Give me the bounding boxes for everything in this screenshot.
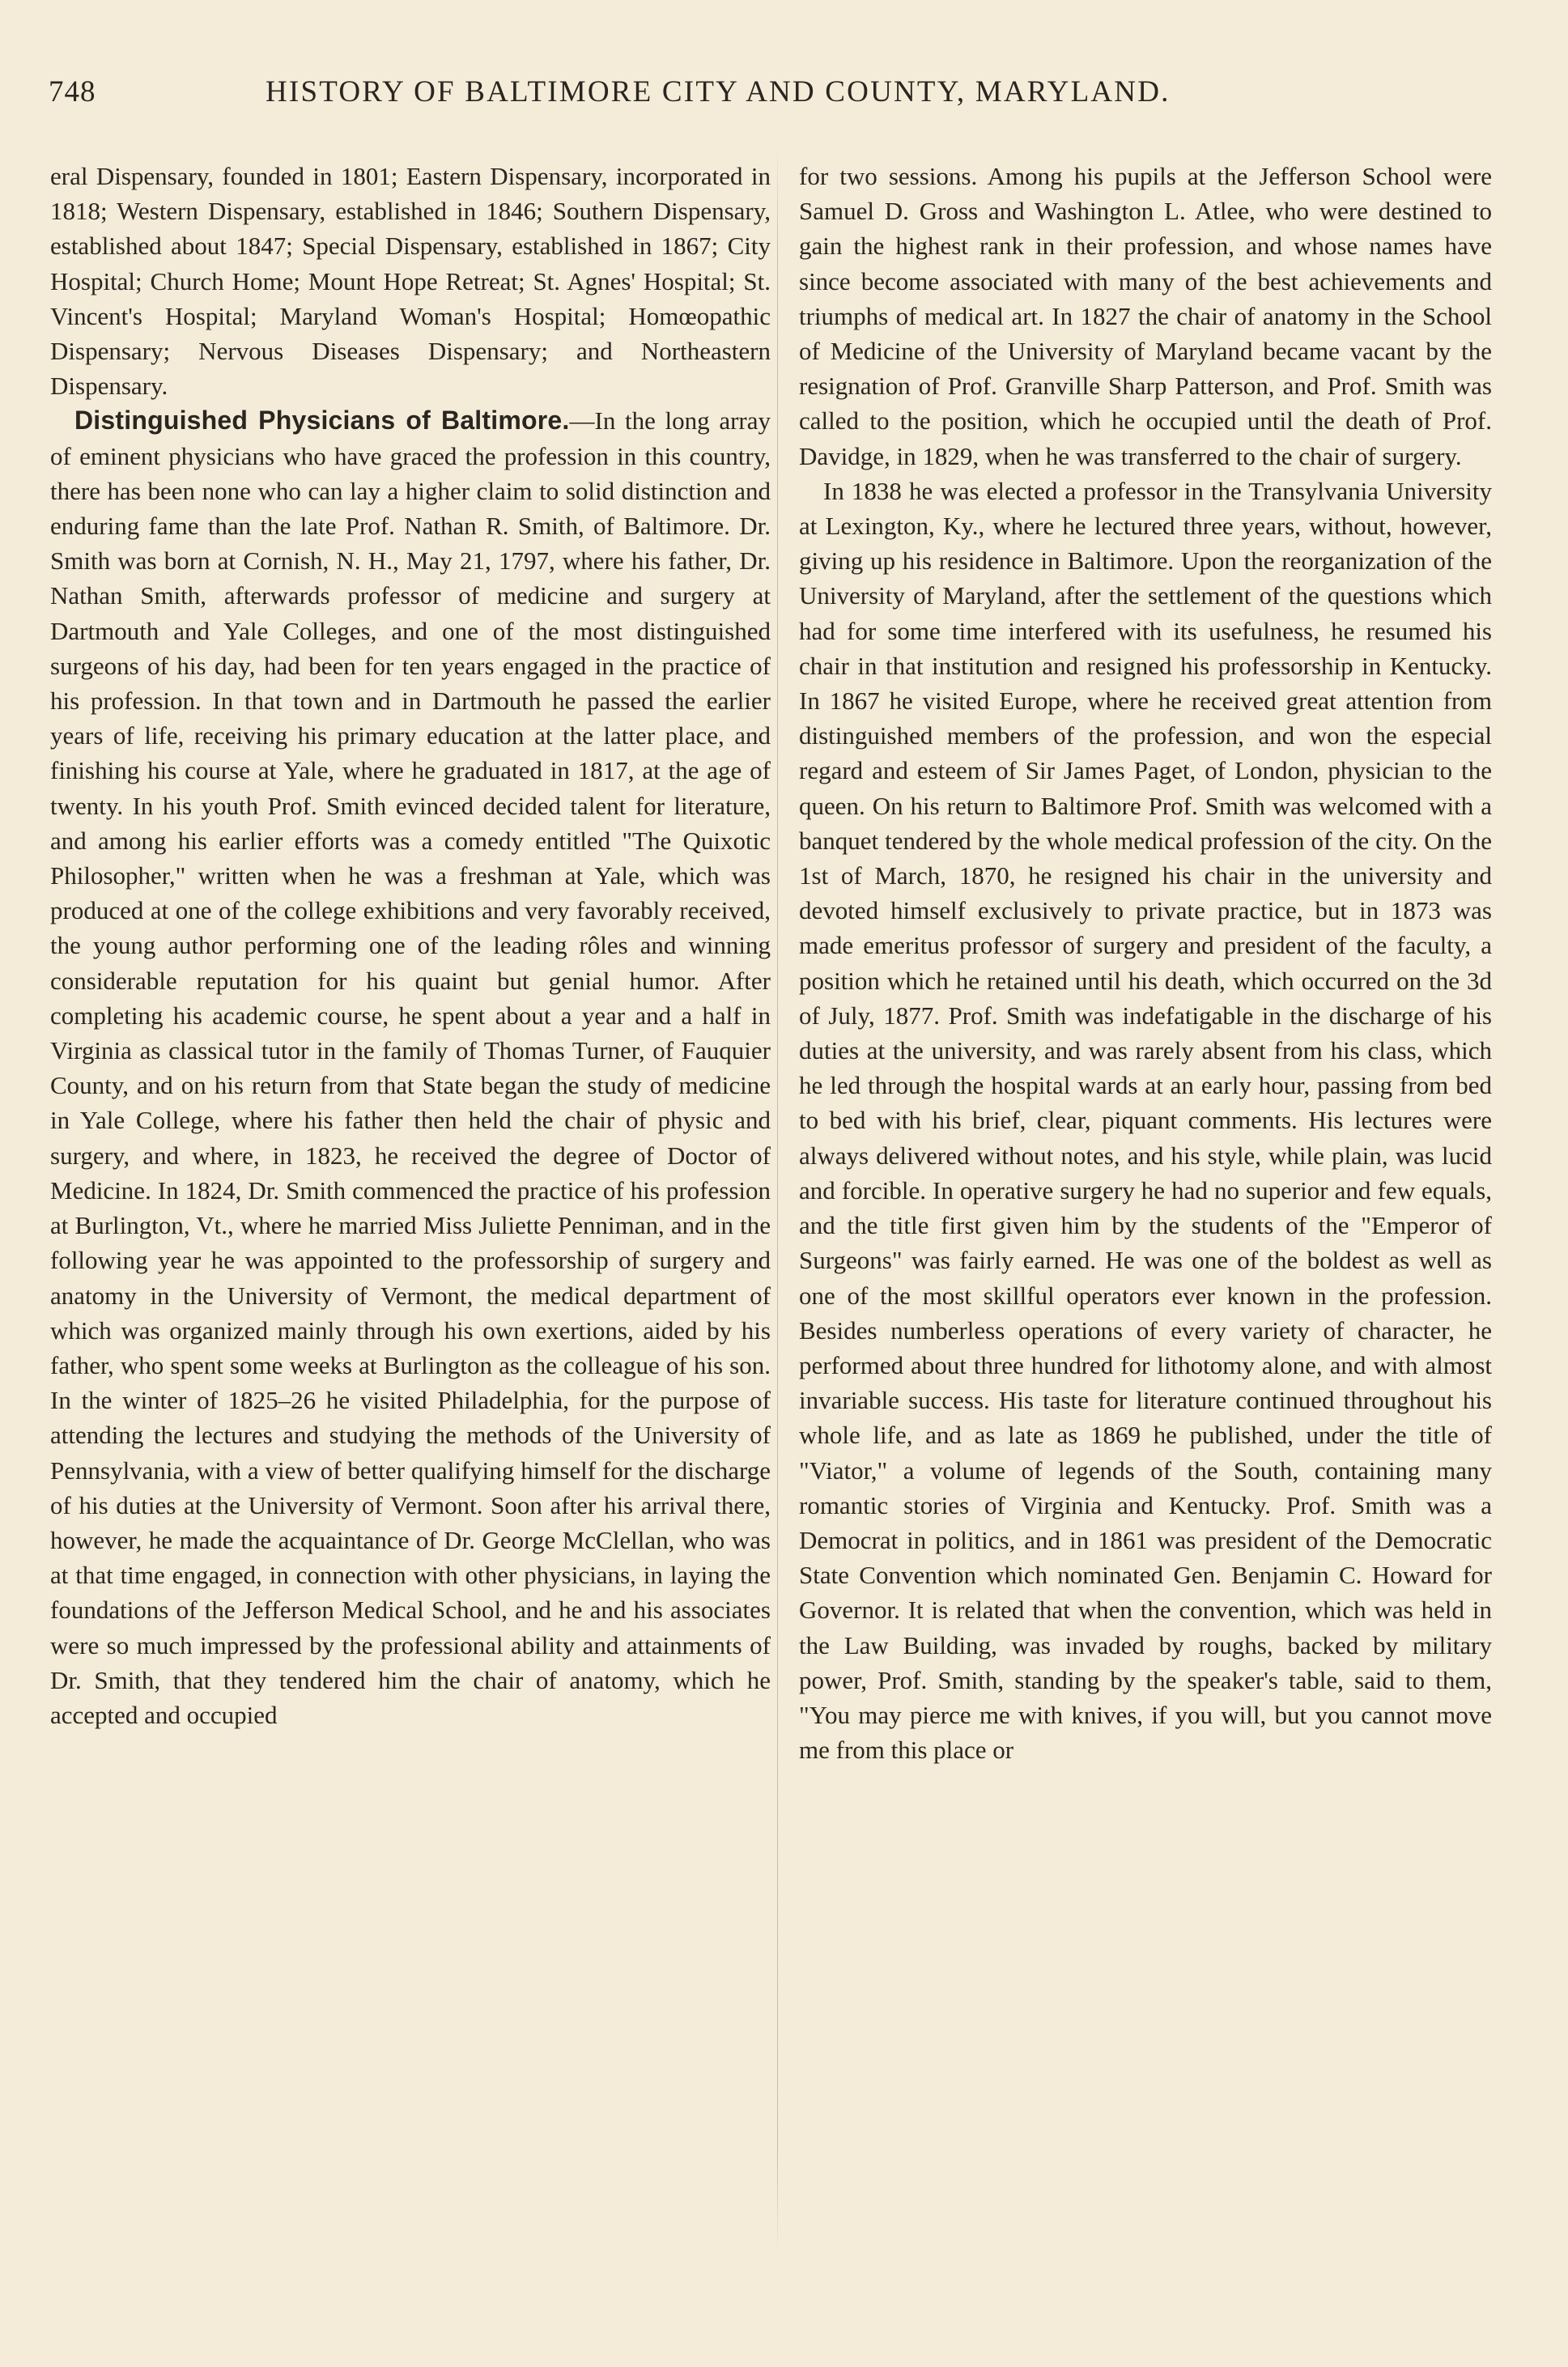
page-number: 748	[49, 75, 96, 108]
running-head	[49, 74, 1311, 123]
right-column	[799, 159, 1492, 1767]
left-column	[50, 159, 771, 1732]
right-paragraph-career: In 1838 he was elected a professor in the Transylvania University at Lexington, Ky., where he lectured three years, without, however, giving up his residence in Baltimore. Upon the reorganization of the University of Maryland, after the settlement of the questions which had for some time interfered with its usefulness, he resumed his chair in that institution and resigned his professorship in Kentucky. In 1867 he visited Europe, where he received great attention from distinguished members of the profession, and won the especial regard and esteem of Sir James Paget, of London, physician to the queen. On his return to Baltimore Prof. Smith was welcomed with a banquet tendered by the whole medical profession of the city. On the 1st of March, 1870, he resigned his chair in the university and devoted himself exclusively to private practice, but in 1873 was made emeritus professor of surgery and president of the faculty, a position which he retained until his death, which occurred on the 3d of July, 1877. Prof. Smith was indefatigable in the discharge of his duties at the university, and was rarely absent from his class, which he led through the hospital wards at an early hour, passing from bed to bed with his brief, clear, piquant comments. His lectures were always delivered without notes, and his style, while plain, was lucid and forcible. In operative surgery he had no superior and few equals, and the title first given him by the students of the "Emperor of Surgeons" was fairly earned. He was one of the boldest as well as one of the most skillful operators ever known in the profession. Besides numberless operations of every variety of character, he performed about three hundred for lithotomy alone, and with almost invariable success. His taste for literature continued throughout his whole life, and as late as 1869 he published, under the title of "Viator," a volume of legends of the South, containing many romantic stories of Virginia and Kentucky. Prof. Smith was a Democrat in politics, and in 1861 was president of the Democratic State Convention which nominated Gen. Benjamin C. Howard for Governor. It is related that when the convention, which was held in the Law Building, was invaded by roughs, backed by military power, Prof. Smith, standing by the speaker's table, said to them, "You may pierce me with knives, if you will, but you cannot move me from this place or	[799, 476, 1492, 1765]
section-heading: Distinguished Physicians of Baltimore.	[74, 406, 570, 436]
left-paragraph-physicians-body: —In the long array of eminent physicians who have graced the profession in this country, there has been none who can lay a higher claim to solid distinction and enduring fame than the late Prof. Nathan R. Smith, of Baltimore. Dr. Smith was born at Cornish, N. H., May 21, 1797, where his father, Dr. Nathan Smith, afterwards professor of medicine and surgery at Dartmouth and Yale Colleges, and one of the most distinguished surgeons of his day, had been for ten years engaged in the practice of his profession. In that town and in Dartmouth he passed the earlier years of life, receiving his primary education at the latter place, and finishing his course at Yale, where he graduated in 1817, at the age of twenty. In his youth Prof. Smith evinced decided talent for literature, and among his earlier efforts was a comedy entitled "The Quixotic Philosopher," written when he was a freshman at Yale, which was produced at one of the college exhibitions and very favorably received, the young author performing one of the leading rôles and winning considerable reputation for his quaint but genial humor. After completing his academic course, he spent about a year and a half in Virginia as classical tutor in the family of Thomas Turner, of Fauquier County, and on his return from that State began the study of medicine in Yale College, where his father then held the chair of physic and surgery, and where, in 1823, he received the degree of Doctor of Medicine. In 1824, Dr. Smith commenced the practice of his profession at Burlington, Vt., where he married Miss Juliette Penniman, and in the following year he was appointed to the professorship of surgery and anatomy in the University of Vermont, the medical department of which was organized mainly through his own exertions, aided by his father, who spent some weeks at Burlington as the colleague of his son. In the winter of 1825–26 he visited Philadelphia, for the purpose of attending the lectures and studying the methods of the University of Pennsylvania, with a view of better qualifying himself for the discharge of his duties at the University of Vermont. Soon after his arrival there, however, he made the acquaintance of Dr. George McClellan, who was at that time engaged, in connection with other physicians, in laying the foundations of the Jefferson Medical School, and he and his associates were so much impressed by the professional ability and attainments of Dr. Smith, that they tendered him the chair of anatomy, which he accepted and occupied	[50, 406, 771, 1729]
right-paragraph-sessions: for two sessions. Among his pupils at the Jefferson School were Samuel D. Gross and Washington L. Atlee, who were destined to gain the highest rank in their profession, and whose names have since become associated with many of the best achievements and triumphs of medical art. In 1827 the chair of anatomy in the School of Medicine of the University of Maryland became vacant by the resignation of Prof. Granville Sharp Patterson, and Prof. Smith was called to the position, which he occupied until the death of Prof. Davidge, in 1829, when he was transferred to the chair of surgery.	[799, 162, 1492, 470]
column-divider	[777, 146, 778, 2259]
left-paragraph-physicians	[50, 403, 771, 1732]
left-paragraph-institutions: eral Dispensary, founded in 1801; Eastern Dispensary, incorporated in 1818; Western Dispensary, established in 1846; Southern Dispensary, established about 1847; Special Dispensary, established in 1867; City Hospital; Church Home; Mount Hope Retreat; St. Agnes' Hospital; St. Vincent's Hospital; Maryland Woman's Hospital; Homœopathic Dispensary; Nervous Diseases Dispensary; and Northeastern Dispensary.	[50, 162, 771, 401]
running-head-title: HISTORY OF BALTIMORE CITY AND COUNTY, MARYLAND.	[266, 75, 1171, 108]
